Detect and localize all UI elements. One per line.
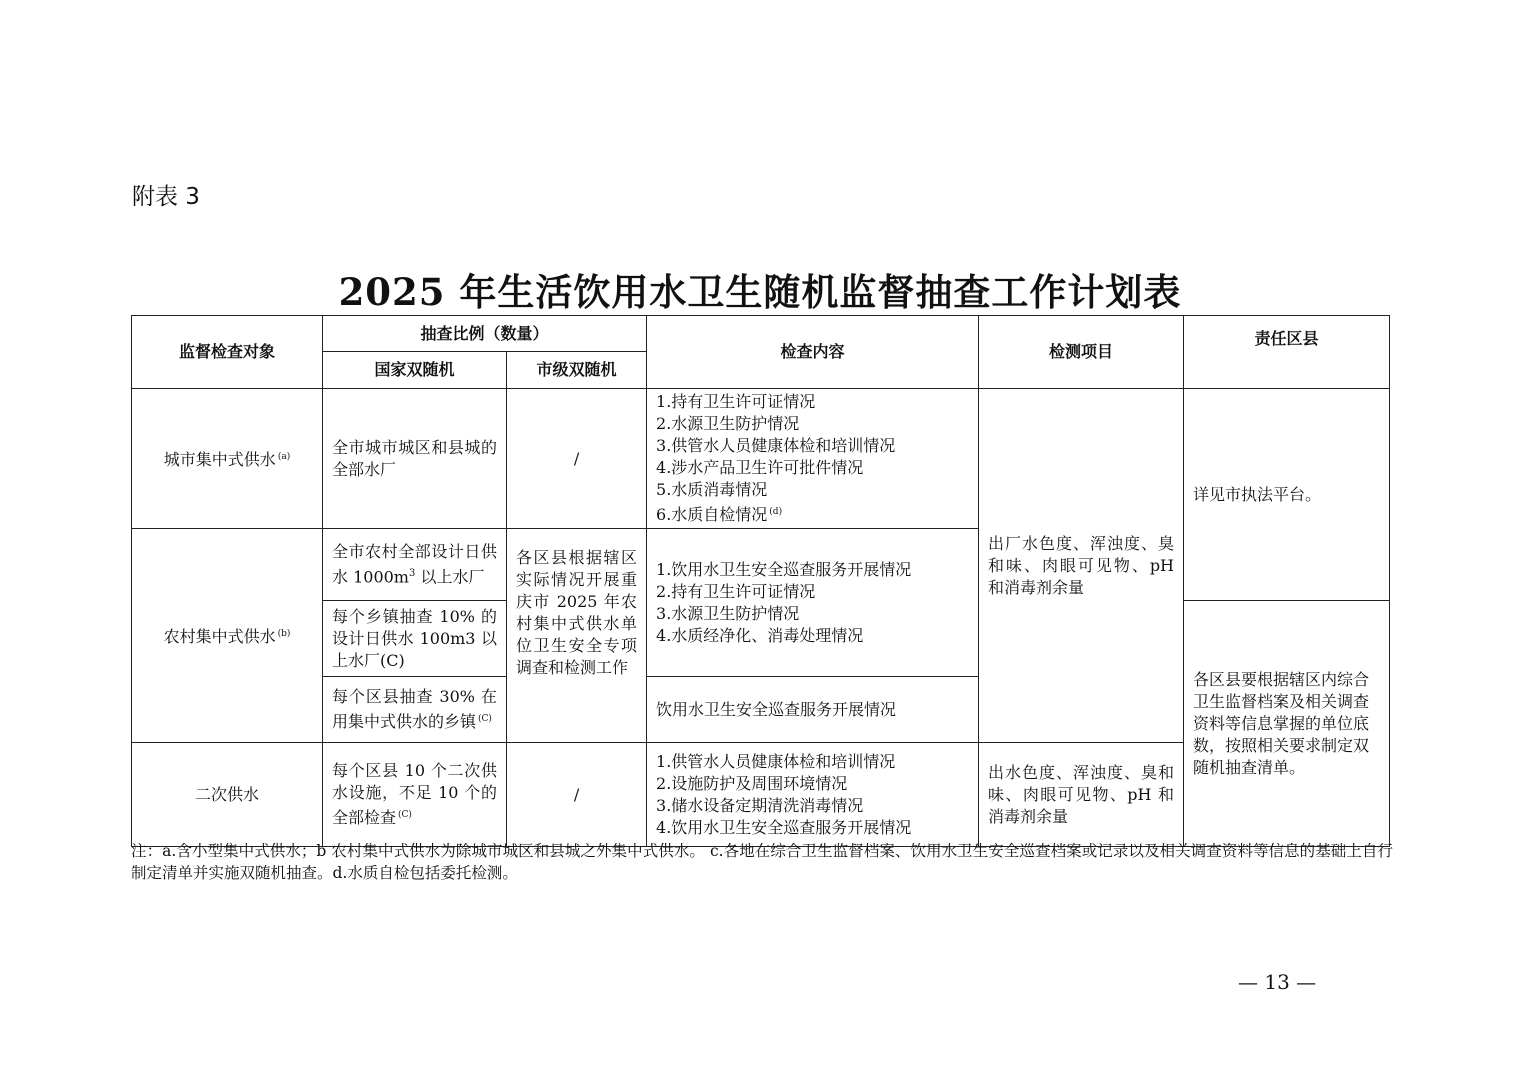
content-item: 1.供管水人员健康体检和培训情况 (656, 751, 896, 771)
header-ratio: 抽查比例（数量） (323, 316, 647, 352)
header-municipal: 市级双随机 (507, 352, 647, 389)
municipal-rural: 各区县根据辖区实际情况开展重庆市 2025 年农村集中式供水单位卫生安全专项调查和检测工作 (507, 529, 647, 743)
object-rural-label: 农村集中式供水 (163, 627, 276, 646)
national-rural-3-text: 每个区县抽查 30% 在用集中式供水的乡镇 (332, 687, 497, 731)
content-item: 3.水源卫生防护情况 (656, 603, 800, 623)
footnote-mark-d: (d) (769, 507, 783, 517)
header-national: 国家双随机 (323, 352, 507, 389)
national-rural-3 (323, 677, 507, 743)
national-rural-1 (323, 529, 507, 601)
content-item-text: 6.水质自检情况 (656, 505, 768, 524)
national-secondary-text: 每个区县 10 个二次供水设施，不足 10 个的全部检查 (332, 761, 497, 827)
object-urban (132, 389, 323, 529)
district-1: 详见市执法平台。 (1184, 389, 1390, 601)
footnote-mark-c: (C) (398, 810, 412, 820)
national-rural-2: 每个乡镇抽查 10% 的设计日供水 100m3 以上水厂(C) (323, 601, 507, 677)
footnote-mark-a: (a) (277, 452, 291, 462)
footnote-mark-b: (b) (277, 629, 291, 639)
content-rural-1 (647, 529, 979, 677)
content-item: 4.涉水产品卫生许可批件情况 (656, 458, 864, 477)
testing-secondary: 出水色度、浑浊度、臭和味、肉眼可见物、pH 和消毒剂余量 (979, 743, 1184, 847)
content-item: 4.水质经净化、消毒处理情况 (656, 625, 864, 645)
content-secondary (647, 743, 979, 847)
content-item: 3.储水设备定期清洗消毒情况 (656, 795, 864, 815)
header-content: 检查内容 (647, 316, 979, 389)
header-object: 监督检查对象 (132, 316, 323, 389)
table-row (132, 389, 1390, 529)
testing-shared: 出厂水色度、浑浊度、臭和味、肉眼可见物、pH 和消毒剂余量 (979, 389, 1184, 743)
content-item: 2.水源卫生防护情况 (656, 414, 800, 433)
content-item: 2.设施防护及周围环境情况 (656, 773, 848, 793)
object-secondary: 二次供水 (132, 743, 323, 847)
appendix-label: 附表 3 (132, 184, 200, 210)
header-row (132, 316, 1390, 352)
content-item: 1.持有卫生许可证情况 (656, 392, 816, 411)
object-rural (132, 529, 323, 743)
superscript-3: 3 (408, 567, 416, 579)
national-secondary (323, 743, 507, 847)
national-urban: 全市城市城区和县城的全部水厂 (323, 389, 507, 529)
content-item: 3.供管水人员健康体检和培训情况 (656, 436, 896, 455)
content-urban (647, 389, 979, 529)
municipal-urban: / (507, 389, 647, 529)
page-number: — 13 — (1238, 970, 1317, 994)
municipal-secondary: / (507, 743, 647, 847)
content-item: 5.水质消毒情况 (656, 480, 768, 499)
district-2: 各区县要根据辖区内综合卫生监督档案及相关调查资料等信息掌握的单位底数，按照相关要求制定双随机抽查清单。 (1184, 601, 1390, 847)
document-title: 2025 年生活饮用水卫生随机监督抽查工作计划表 (338, 270, 1182, 314)
header-testing: 检测项目 (979, 316, 1184, 389)
footnote-mark-c: (C) (478, 714, 492, 724)
content-item: 4.饮用水卫生安全巡查服务开展情况 (656, 817, 912, 837)
table-footnote: 注：a.含小型集中式供水；b 农村集中式供水为除城市城区和县城之外集中式供水。 c.各地在综合卫生监督档案、饮用水卫生安全巡查档案或记录以及相关调查资料等信息的基础上自行制定清单并实施双随机抽查。d.水质自检包括委托检测。 (131, 842, 1393, 882)
national-rural-1-text: 全市农村全部设计日供水 1000m (332, 541, 497, 587)
content-item (656, 501, 969, 526)
content-item: 1.饮用水卫生安全巡查服务开展情况 (656, 559, 912, 579)
content-rural-2: 饮用水卫生安全巡查服务开展情况 (647, 677, 979, 743)
object-urban-label: 城市集中式供水 (163, 450, 276, 469)
header-district: 责任区县 (1184, 316, 1390, 389)
national-rural-1-tail: 以上水厂 (415, 567, 485, 587)
inspection-plan-table (131, 315, 1390, 847)
content-item: 2.持有卫生许可证情况 (656, 581, 816, 601)
